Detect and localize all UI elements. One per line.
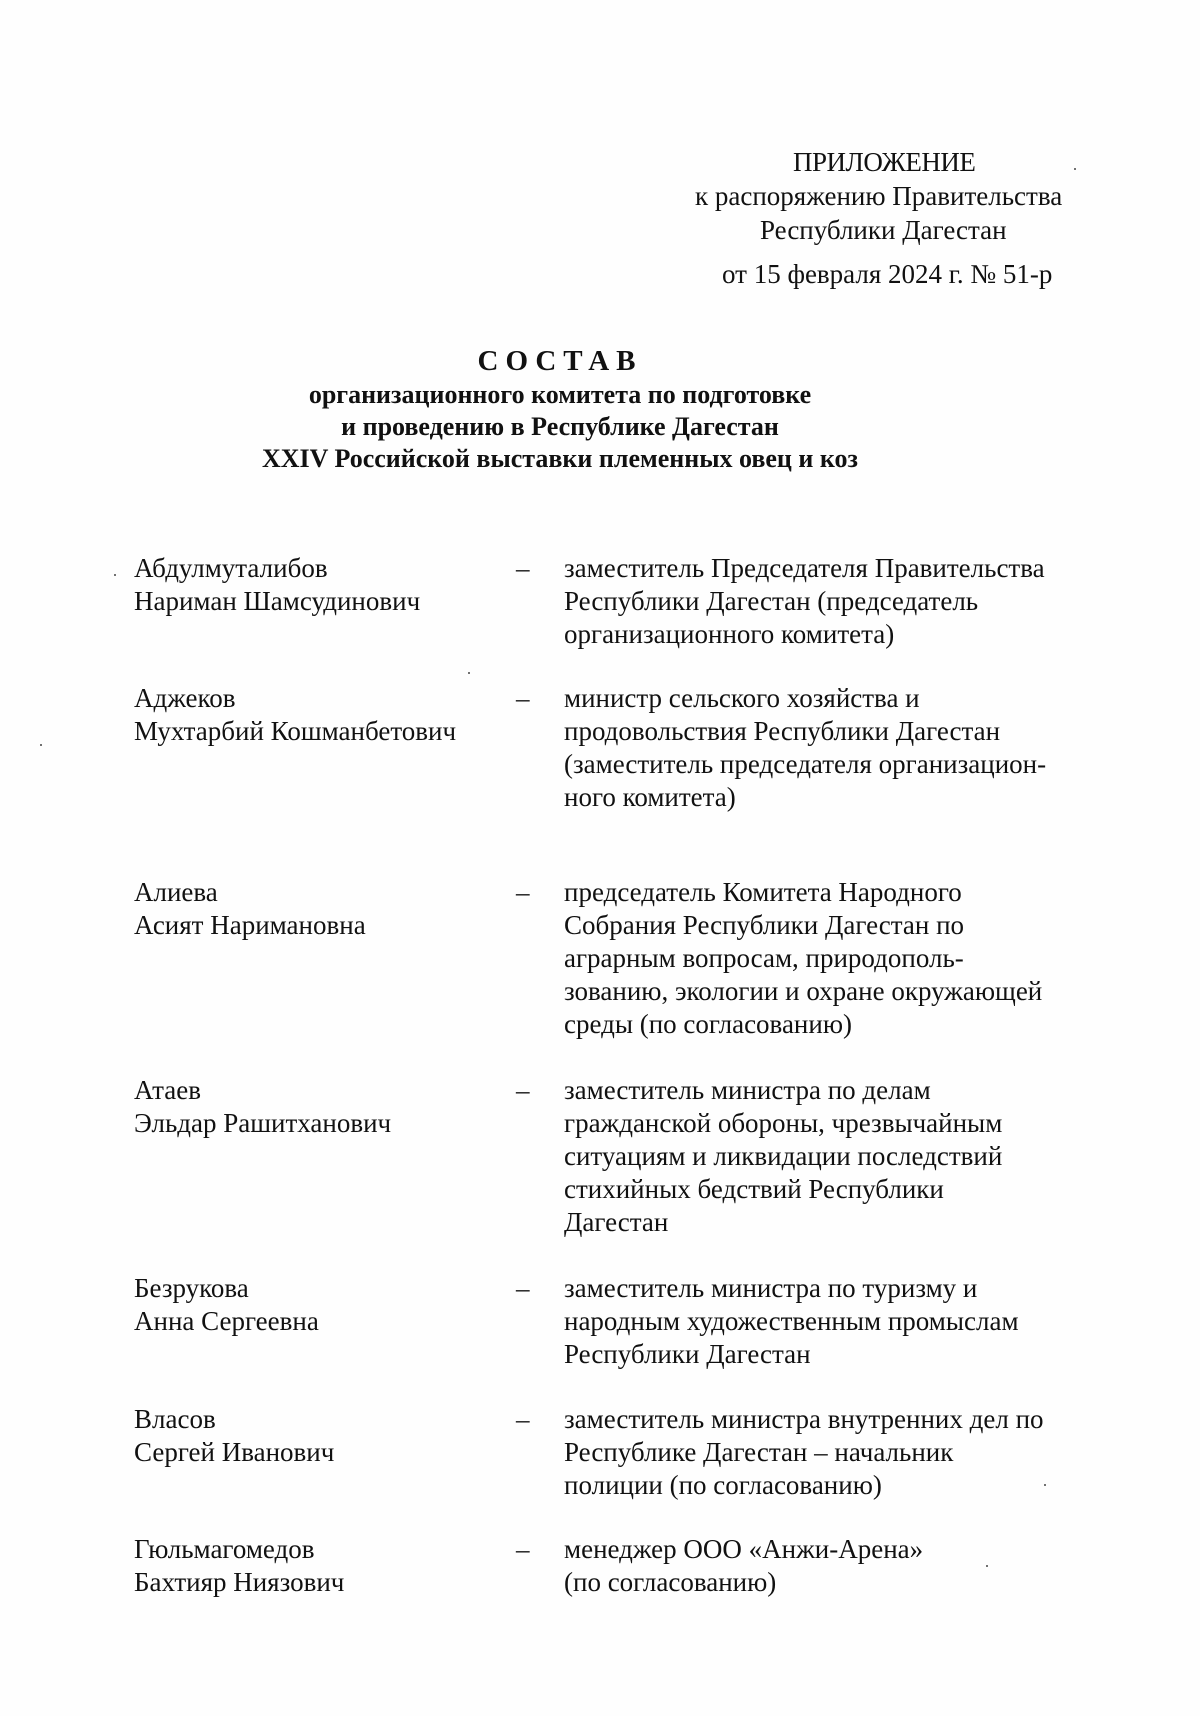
- role-line: гражданской обороны, чрезвычайным: [564, 1108, 1003, 1138]
- separator-dash: –: [516, 1534, 530, 1564]
- appendix-title: ПРИЛОЖЕНИЕ: [793, 147, 976, 177]
- scan-speck: [986, 1565, 988, 1567]
- role-line: председатель Комитета Народного: [564, 877, 962, 907]
- member-surname: Власов: [134, 1404, 216, 1434]
- heading-subtitle-line: организационного комитета по подготовке: [308, 380, 812, 409]
- member-given-names: Эльдар Рашитханович: [134, 1108, 392, 1138]
- role-line: Республике Дагестан – начальник: [564, 1437, 954, 1467]
- member-given-names: Бахтияр Ниязович: [134, 1567, 345, 1597]
- member-role: [564, 1403, 1084, 1502]
- role-line: стихийных бедствий Республики: [564, 1174, 944, 1204]
- role-line: министр сельского хозяйства и: [564, 683, 920, 713]
- member-role: [564, 552, 1084, 651]
- member-name: [134, 1272, 494, 1338]
- member-surname: Аджеков: [134, 683, 236, 713]
- separator-dash: –: [516, 1273, 530, 1303]
- role-line: продовольствия Республики Дагестан: [564, 716, 1001, 746]
- member-given-names: Асият Наримановна: [134, 910, 366, 940]
- role-line: аграрным вопросам, природополь-: [564, 943, 964, 973]
- heading-subtitle-line: XXIV Российской выставки племенных овец и коз: [262, 444, 858, 473]
- member-name: [134, 1403, 494, 1469]
- member-name: [134, 1533, 494, 1599]
- role-line: народным художественным промыслам: [564, 1306, 1019, 1336]
- member-name: [134, 682, 494, 748]
- appendix-date: от 15 февраля 2024 г. № 51-р: [722, 259, 1053, 289]
- role-line: (по согласованию): [564, 1567, 777, 1597]
- member-surname: Гюльмагомедов: [134, 1534, 315, 1564]
- role-line: заместитель министра по делам: [564, 1075, 931, 1105]
- appendix-republic-line: Республики Дагестан: [760, 215, 1007, 245]
- separator-dash: –: [516, 877, 530, 907]
- scan-speck: [1074, 168, 1076, 170]
- role-line: среды (по согласованию): [564, 1009, 852, 1039]
- heading-title: СОСТАВ: [477, 345, 643, 377]
- role-line: Собрания Республики Дагестан по: [564, 910, 965, 940]
- role-line: Республики Дагестан: [564, 1339, 811, 1369]
- role-line: ситуациям и ликвидации последствий: [564, 1141, 1003, 1171]
- member-given-names: Анна Сергеевна: [134, 1306, 319, 1336]
- heading-subtitle-line: и проведению в Республике Дагестан: [341, 412, 779, 441]
- member-name: [134, 1074, 494, 1140]
- role-line: полиции (по согласованию): [564, 1470, 882, 1500]
- scan-speck: [1044, 1484, 1046, 1486]
- member-role: [564, 1074, 1084, 1239]
- member-role: [564, 1272, 1084, 1371]
- separator-dash: –: [516, 1075, 530, 1105]
- member-role: [564, 1533, 1084, 1599]
- role-line: организационного комитета): [564, 619, 895, 649]
- role-line: зованию, экологии и охране окружающей: [564, 976, 1043, 1006]
- member-name: [134, 552, 494, 618]
- role-line: заместитель министра внутренних дел по: [564, 1404, 1044, 1434]
- role-line: Республики Дагестан (председатель: [564, 586, 979, 616]
- member-role: [564, 682, 1084, 814]
- role-line: Дагестан: [564, 1207, 669, 1237]
- role-line: ного комитета): [564, 782, 736, 812]
- member-role: [564, 876, 1084, 1041]
- member-surname: Атаев: [134, 1075, 201, 1105]
- member-given-names: Нариман Шамсудинович: [134, 586, 421, 616]
- appendix-reference-line: к распоряжению Правительства: [695, 181, 1063, 211]
- separator-dash: –: [516, 683, 530, 713]
- member-given-names: Сергей Иванович: [134, 1437, 335, 1467]
- member-surname: Безрукова: [134, 1273, 249, 1303]
- role-line: заместитель Председателя Правительства: [564, 553, 1045, 583]
- role-line: менеджер ООО «Анжи-Арена»: [564, 1534, 924, 1564]
- member-name: [134, 876, 494, 942]
- separator-dash: –: [516, 1404, 530, 1434]
- role-line: (заместитель председателя организацион-: [564, 749, 1047, 779]
- member-surname: Абдулмуталибов: [134, 553, 328, 583]
- member-given-names: Мухтарбий Кошманбетович: [134, 716, 457, 746]
- member-surname: Алиева: [134, 877, 218, 907]
- role-line: заместитель министра по туризму и: [564, 1273, 978, 1303]
- scan-speck: [40, 744, 42, 746]
- separator-dash: –: [516, 553, 530, 583]
- scan-speck: [114, 574, 116, 576]
- scan-speck: [468, 672, 470, 674]
